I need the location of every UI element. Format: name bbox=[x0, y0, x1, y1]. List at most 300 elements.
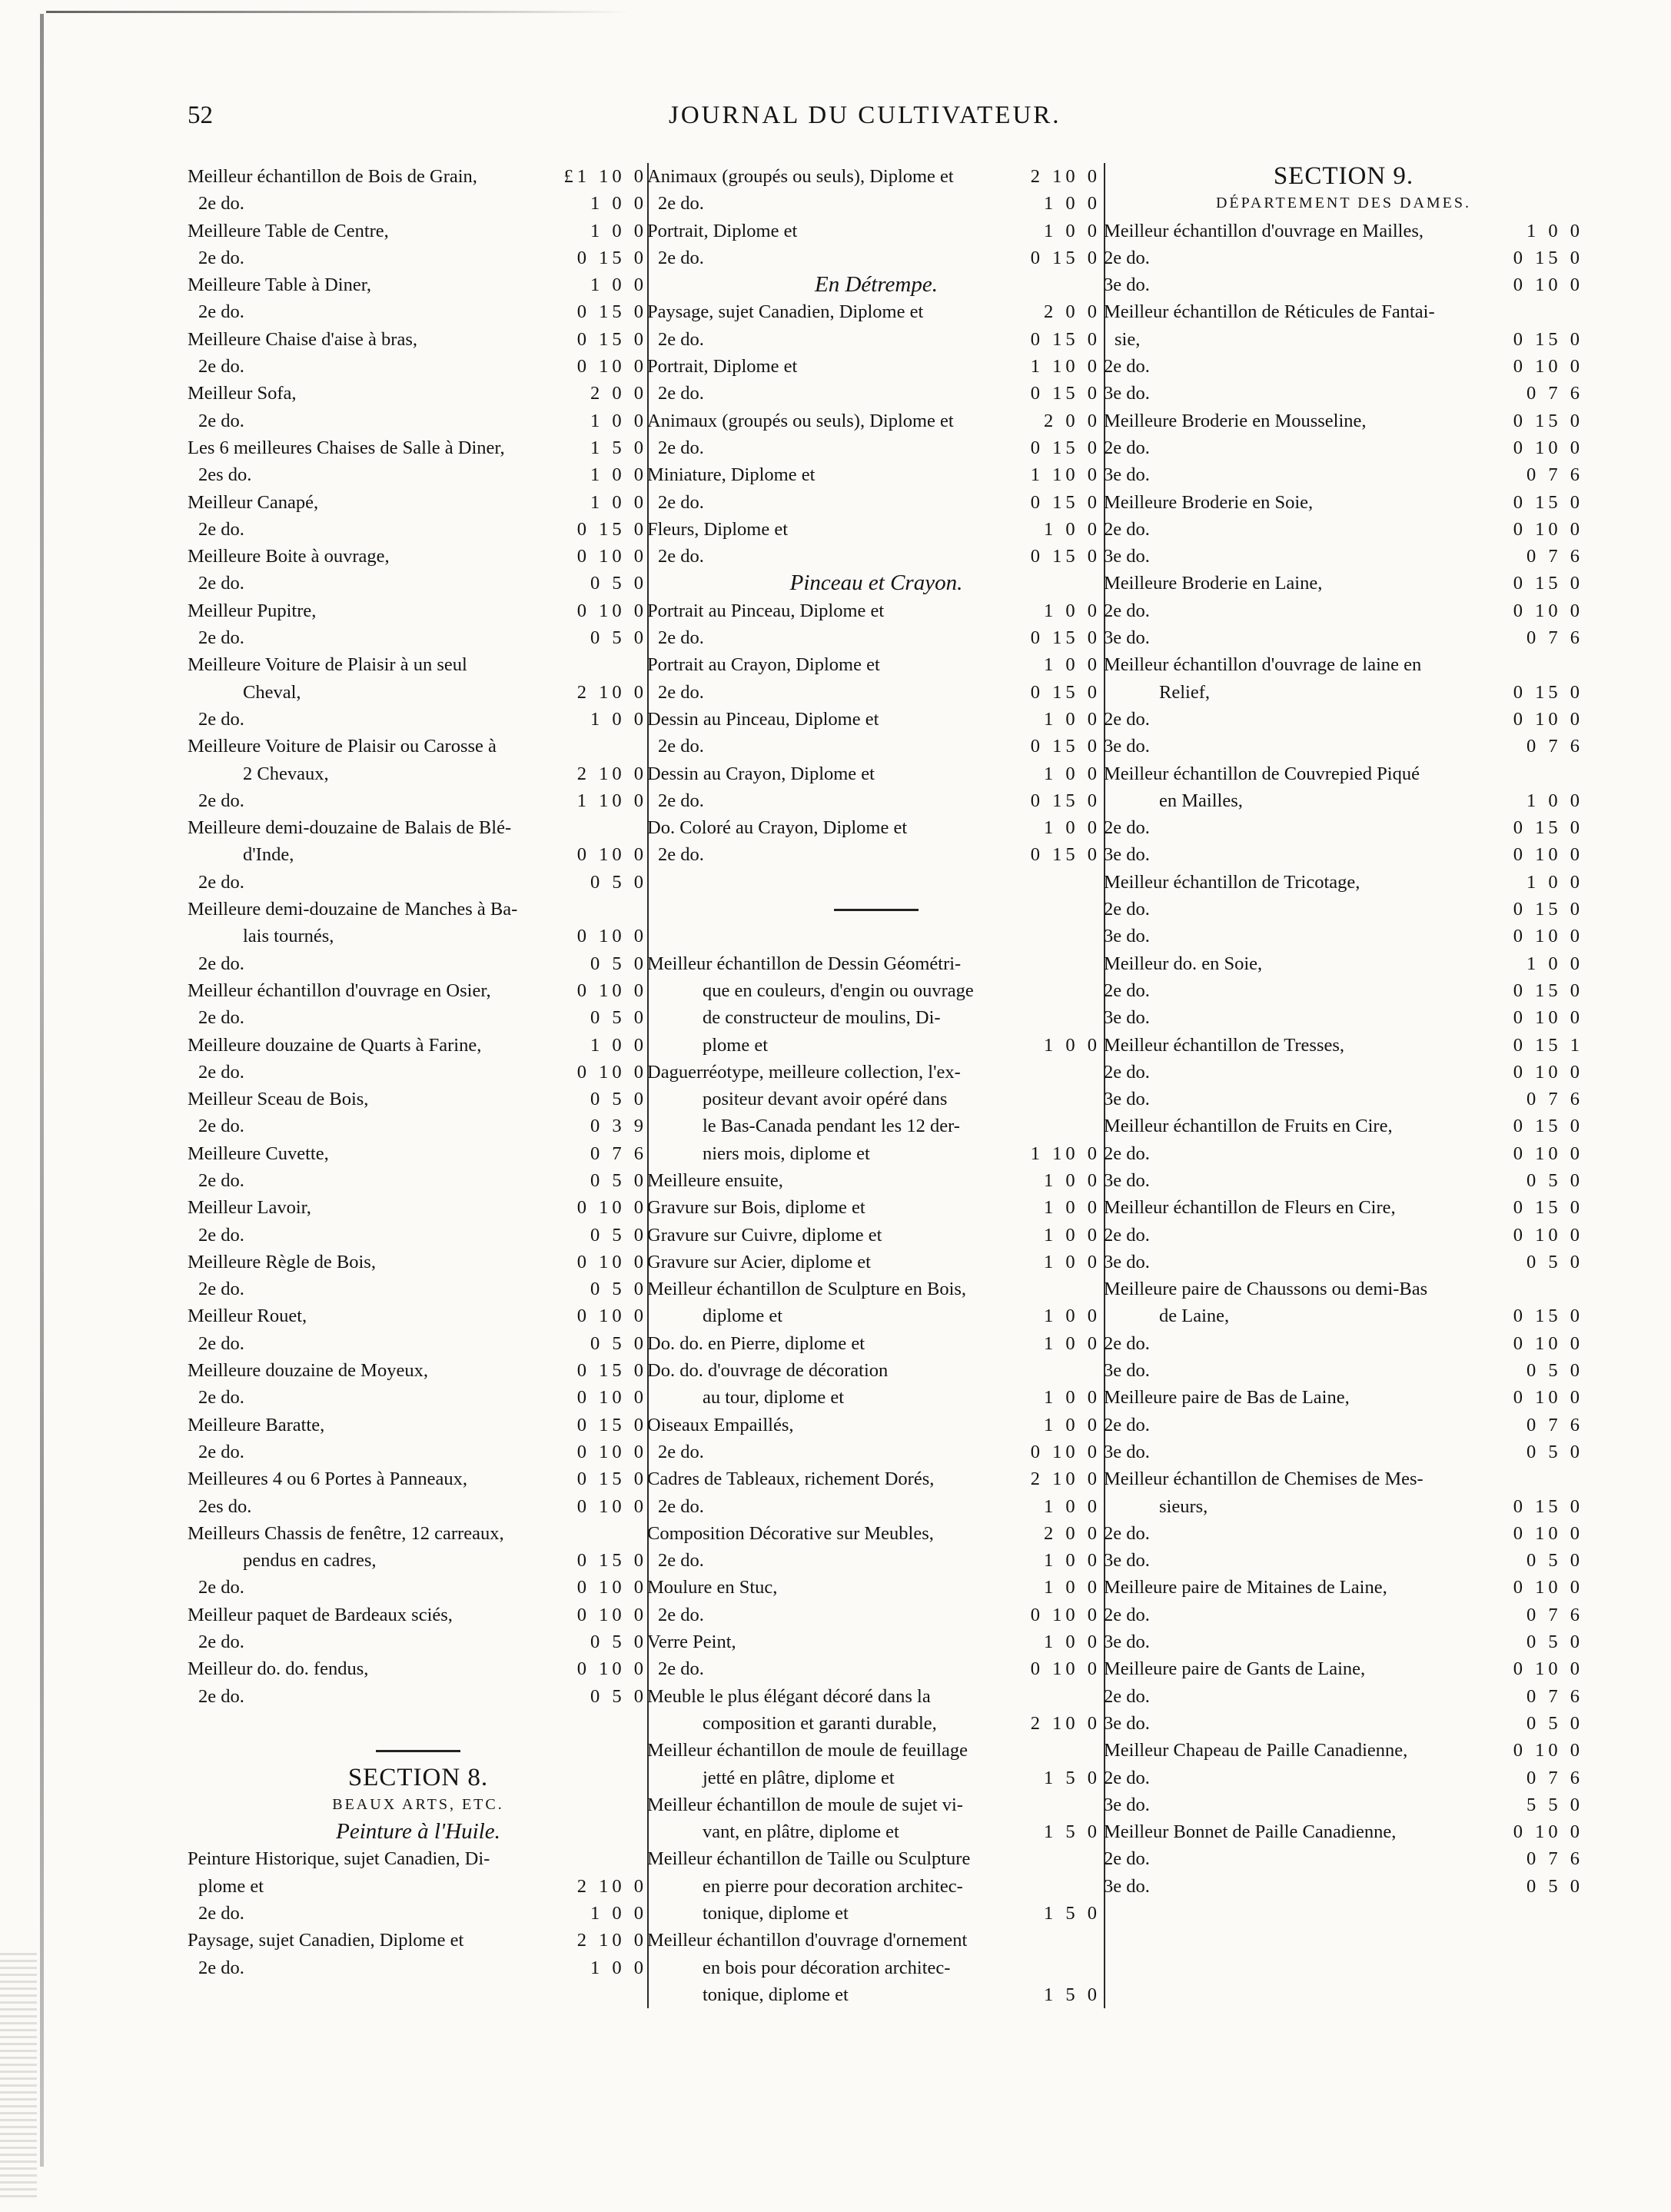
item-description: 2e do. bbox=[198, 871, 244, 893]
item-description: 3e do. bbox=[1104, 1875, 1150, 1897]
price-line bbox=[1104, 1167, 1583, 1194]
price-line bbox=[188, 1628, 649, 1655]
prize-amount: 0 15 0 bbox=[1030, 328, 1101, 350]
item-description: Meilleur échantillon de Sculpture en Bois, bbox=[647, 1279, 967, 1300]
prize-amount: 0 10 0 bbox=[1513, 1740, 1583, 1761]
item-description: Meilleure demi-douzaine de Manches à Ba- bbox=[188, 899, 518, 920]
prize-amount: 0 5 0 bbox=[1526, 1360, 1583, 1382]
price-line bbox=[647, 733, 1105, 760]
price-line bbox=[188, 190, 649, 217]
prize-amount: 1 10 0 bbox=[1030, 464, 1101, 486]
price-line bbox=[647, 679, 1105, 706]
prize-amount: 1 0 0 bbox=[1044, 1414, 1101, 1435]
price-line bbox=[647, 1655, 1105, 1682]
prize-amount: 0 15 0 bbox=[576, 1550, 647, 1572]
price-line bbox=[188, 570, 649, 597]
price-line bbox=[1104, 489, 1583, 516]
item-description: 3e do. bbox=[1104, 1251, 1150, 1272]
price-line bbox=[1104, 244, 1583, 271]
prize-amount: 1 0 0 bbox=[1044, 1550, 1101, 1572]
price-line bbox=[188, 1357, 649, 1384]
item-description: Animaux (groupés ou seuls), Diplome et bbox=[647, 410, 954, 431]
item-description: 2e do. bbox=[658, 193, 704, 215]
price-line bbox=[1104, 624, 1583, 651]
price-line bbox=[1104, 950, 1583, 977]
price-line bbox=[188, 218, 649, 244]
prize-amount: 0 10 0 bbox=[576, 546, 647, 567]
item-description: 2es do. bbox=[198, 1495, 252, 1517]
item-description: 3e do. bbox=[1104, 274, 1150, 296]
price-line bbox=[188, 461, 649, 488]
price-line bbox=[188, 1873, 649, 1900]
item-description: 2e do. bbox=[1104, 899, 1150, 920]
price-line bbox=[647, 380, 1105, 407]
item-description: 2e do. bbox=[198, 1632, 244, 1653]
prize-amount: 0 15 0 bbox=[1513, 1495, 1583, 1517]
item-description: 2e do. bbox=[198, 247, 244, 268]
price-line bbox=[647, 597, 1105, 624]
price-line bbox=[188, 1113, 649, 1139]
prize-amount: 2 10 0 bbox=[576, 1930, 647, 1951]
item-description: 2e do. bbox=[658, 328, 704, 350]
price-line bbox=[188, 679, 649, 706]
item-description: Meilleur échantillon de Tresses, bbox=[1104, 1034, 1345, 1056]
item-description: Do. do. en Pierre, diplome et bbox=[647, 1332, 865, 1354]
item-description: Meilleur Bonnet de Paille Canadienne, bbox=[1104, 1821, 1397, 1843]
item-description: d'Inde, bbox=[243, 844, 294, 866]
price-line bbox=[647, 1628, 1105, 1655]
prize-amount: 1 5 0 bbox=[1044, 1903, 1101, 1924]
price-line bbox=[1104, 1791, 1583, 1818]
price-line bbox=[1104, 869, 1583, 896]
price-line bbox=[647, 1765, 1105, 1791]
price-line bbox=[1104, 679, 1583, 706]
item-description: 2e do. bbox=[658, 627, 704, 649]
prize-amount: 2 10 0 bbox=[576, 1875, 647, 1897]
prize-amount: 1 5 0 bbox=[1044, 1984, 1101, 2005]
item-description: 2e do. bbox=[658, 1658, 704, 1680]
item-description: Meilleur do. do. fendus, bbox=[188, 1658, 369, 1680]
prize-amount: 0 5 0 bbox=[1526, 1712, 1583, 1734]
prize-amount: 0 7 6 bbox=[1526, 1767, 1583, 1788]
price-line bbox=[1104, 1683, 1583, 1710]
price-line bbox=[1104, 1465, 1583, 1492]
item-description: 2e do. bbox=[198, 1116, 244, 1137]
item-description: Meilleur Rouet, bbox=[188, 1306, 307, 1327]
item-description: SECTION 9. bbox=[1273, 162, 1414, 190]
price-line bbox=[1104, 271, 1583, 298]
price-line bbox=[647, 326, 1105, 353]
price-line bbox=[647, 1167, 1105, 1194]
prize-amount: 2 10 0 bbox=[576, 681, 647, 703]
prize-amount: 0 15 0 bbox=[1030, 383, 1101, 404]
prize-amount: 0 15 0 bbox=[1030, 437, 1101, 458]
price-line bbox=[647, 1194, 1105, 1221]
item-description: tonique, diplome et bbox=[703, 1984, 849, 2005]
price-line bbox=[188, 760, 649, 787]
prize-amount: 1 0 0 bbox=[1044, 708, 1101, 730]
item-description: Paysage, sujet Canadien, Diplome et bbox=[188, 1930, 464, 1951]
item-description: BEAUX ARTS, ETC. bbox=[332, 1795, 504, 1813]
price-line bbox=[1104, 1330, 1583, 1357]
price-line bbox=[647, 923, 1105, 950]
section-heading bbox=[1104, 163, 1583, 190]
item-description: sieurs, bbox=[1159, 1495, 1208, 1517]
subsection-heading bbox=[647, 271, 1105, 298]
price-line bbox=[188, 380, 649, 407]
item-description: Meuble le plus élégant décoré dans la bbox=[647, 1685, 931, 1707]
item-description: 2e do. bbox=[658, 1550, 704, 1572]
item-description: Meilleur Canapé, bbox=[188, 491, 319, 513]
item-description: 2e do. bbox=[198, 1169, 244, 1191]
column-left bbox=[188, 163, 649, 1981]
item-description: 2e do. bbox=[198, 953, 244, 974]
prize-amount: 0 10 0 bbox=[1513, 274, 1583, 296]
prize-amount: 1 0 0 bbox=[1044, 1034, 1101, 1056]
price-line bbox=[647, 1465, 1105, 1492]
prize-amount: 0 15 0 bbox=[1513, 980, 1583, 1001]
prize-amount: 1 0 0 bbox=[1526, 790, 1583, 811]
price-line bbox=[1104, 814, 1583, 841]
item-description: Meilleur Sofa, bbox=[188, 383, 297, 404]
prize-amount: 0 5 0 bbox=[590, 573, 647, 594]
item-description: 2e do. bbox=[1104, 356, 1150, 378]
item-description: Meilleure paire de Bas de Laine, bbox=[1104, 1387, 1350, 1409]
item-description: 2e do. bbox=[198, 1387, 244, 1409]
price-line bbox=[647, 489, 1105, 516]
item-description: 2e do. bbox=[658, 681, 704, 703]
item-description: 2e do. bbox=[1104, 980, 1150, 1001]
item-description: Meilleur échantillon de moule de feuillage bbox=[647, 1740, 968, 1761]
item-description: 2e do. bbox=[1104, 1604, 1150, 1625]
prize-amount: 1 5 0 bbox=[1044, 1767, 1101, 1788]
item-description: Meilleur échantillon de Réticules de Fantai- bbox=[1104, 301, 1435, 323]
prize-amount: 0 15 0 bbox=[1513, 1197, 1583, 1219]
item-description: 3e do. bbox=[1104, 1441, 1150, 1462]
item-description: 2e do. bbox=[198, 1279, 244, 1300]
price-line bbox=[1104, 1602, 1583, 1628]
item-description: de Laine, bbox=[1159, 1306, 1230, 1327]
item-description: 2e do. bbox=[658, 1604, 704, 1625]
prize-amount: 0 15 0 bbox=[1030, 491, 1101, 513]
item-description: Miniature, Diplome et bbox=[647, 464, 816, 486]
price-line bbox=[1104, 570, 1583, 597]
prize-amount: 0 15 0 bbox=[1030, 736, 1101, 757]
item-description: 3e do. bbox=[1104, 1169, 1150, 1191]
price-line bbox=[647, 1357, 1105, 1384]
item-description: 2e do. bbox=[658, 247, 704, 268]
item-description: 2e do. bbox=[1104, 600, 1150, 621]
prize-amount: 0 5 0 bbox=[1526, 1169, 1583, 1191]
price-line bbox=[188, 1412, 649, 1439]
price-line bbox=[647, 760, 1105, 787]
item-description: 2e do. bbox=[198, 1957, 244, 1978]
prize-amount: 2 10 0 bbox=[1030, 166, 1101, 187]
price-line bbox=[188, 1140, 649, 1167]
prize-amount: 0 10 0 bbox=[1513, 437, 1583, 458]
item-description: 2e do. bbox=[1104, 1143, 1150, 1164]
price-line bbox=[188, 353, 649, 380]
item-description: 3e do. bbox=[1104, 383, 1150, 404]
item-description: 2e do. bbox=[198, 301, 244, 323]
item-description: 2e do. bbox=[658, 437, 704, 458]
item-description: 2e do. bbox=[198, 708, 244, 730]
prize-amount: 1 0 0 bbox=[1044, 518, 1101, 540]
prize-amount: 0 5 0 bbox=[590, 1685, 647, 1707]
item-description: que en couleurs, d'engin ou ouvrage bbox=[703, 980, 974, 1001]
item-description: Gravure sur Acier, diplome et bbox=[647, 1251, 871, 1272]
price-line bbox=[647, 1520, 1105, 1547]
prize-amount: 0 10 0 bbox=[576, 356, 647, 378]
price-line bbox=[647, 1086, 1105, 1113]
price-line bbox=[1104, 298, 1583, 325]
prize-amount: 1 0 0 bbox=[590, 708, 647, 730]
prize-amount: 0 10 0 bbox=[1513, 600, 1583, 621]
item-description: 3e do. bbox=[1104, 546, 1150, 567]
price-line bbox=[1104, 1059, 1583, 1086]
price-line bbox=[1104, 1710, 1583, 1737]
price-line bbox=[647, 1113, 1105, 1139]
subsection-heading bbox=[647, 570, 1105, 597]
item-description: 2e do. bbox=[198, 1224, 244, 1246]
prize-amount: 2 10 0 bbox=[576, 763, 647, 784]
price-line bbox=[1104, 1765, 1583, 1791]
prize-amount: 0 10 0 bbox=[576, 1658, 647, 1680]
prize-amount: 0 3 9 bbox=[590, 1116, 647, 1137]
price-line bbox=[188, 1900, 649, 1927]
price-line bbox=[188, 869, 649, 896]
prize-amount: 0 7 6 bbox=[1526, 627, 1583, 649]
subsection-heading bbox=[188, 1818, 649, 1845]
price-line bbox=[647, 1710, 1105, 1737]
item-description: Paysage, sujet Canadien, Diplome et bbox=[647, 301, 924, 323]
prize-amount: 2 0 0 bbox=[1044, 410, 1101, 431]
price-line bbox=[1104, 380, 1583, 407]
prize-amount: 0 10 0 bbox=[576, 1577, 647, 1598]
prize-amount: 0 15 1 bbox=[1513, 1034, 1583, 1056]
section-divider bbox=[647, 896, 1105, 923]
price-line bbox=[188, 1655, 649, 1682]
price-line bbox=[647, 1547, 1105, 1574]
price-line bbox=[188, 896, 649, 923]
item-description: Portrait au Crayon, Diplome et bbox=[647, 654, 880, 676]
price-line bbox=[1104, 1628, 1583, 1655]
item-description: 3e do. bbox=[1104, 1794, 1150, 1815]
prize-amount: 2 0 0 bbox=[1044, 301, 1101, 323]
item-description: 2e do. bbox=[198, 1903, 244, 1924]
item-description: 2e do. bbox=[658, 491, 704, 513]
item-description: Relief, bbox=[1159, 681, 1210, 703]
prize-amount: 0 15 0 bbox=[1513, 817, 1583, 839]
prize-amount: 1 0 0 bbox=[1526, 871, 1583, 893]
item-description: composition et garanti durable, bbox=[703, 1712, 937, 1734]
page-top-edge bbox=[46, 11, 630, 13]
item-description: 2e do. bbox=[658, 383, 704, 404]
price-line bbox=[647, 841, 1105, 868]
price-line bbox=[188, 271, 649, 298]
prize-amount: 0 15 0 bbox=[1513, 1306, 1583, 1327]
price-line bbox=[1104, 461, 1583, 488]
price-line bbox=[647, 1845, 1105, 1872]
prize-amount: 1 0 0 bbox=[590, 410, 647, 431]
item-description: Gravure sur Bois, diplome et bbox=[647, 1197, 865, 1219]
prize-amount: 0 15 0 bbox=[1513, 491, 1583, 513]
prize-amount: 0 10 0 bbox=[1513, 1143, 1583, 1164]
prize-amount: 2 0 0 bbox=[590, 383, 647, 404]
price-line bbox=[647, 1032, 1105, 1059]
price-line bbox=[647, 1439, 1105, 1465]
price-line bbox=[647, 190, 1105, 217]
item-description: Meilleure Broderie en Mousseline, bbox=[1104, 410, 1367, 431]
price-line bbox=[647, 1302, 1105, 1329]
prize-amount: 0 15 0 bbox=[1030, 546, 1101, 567]
item-description: tonique, diplome et bbox=[703, 1903, 849, 1924]
price-line bbox=[1104, 1113, 1583, 1139]
price-line bbox=[647, 1818, 1105, 1845]
item-description: 2e do. bbox=[1104, 1224, 1150, 1246]
price-line bbox=[647, 1954, 1105, 1981]
prize-amount: 0 15 0 bbox=[1030, 790, 1101, 811]
prize-amount: 0 5 0 bbox=[1526, 1550, 1583, 1572]
price-line bbox=[188, 1330, 649, 1357]
prize-amount: 0 10 0 bbox=[1513, 356, 1583, 378]
prize-amount: 0 5 0 bbox=[590, 953, 647, 974]
item-description: 3e do. bbox=[1104, 464, 1150, 486]
item-description: 2e do. bbox=[198, 1577, 244, 1598]
prize-amount: 0 5 0 bbox=[590, 1632, 647, 1653]
item-description: Meilleur échantillon d'ouvrage en Mailles, bbox=[1104, 220, 1424, 241]
price-line bbox=[1104, 543, 1583, 570]
price-line bbox=[188, 1954, 649, 1981]
item-description: 2 Chevaux, bbox=[243, 763, 329, 784]
price-line bbox=[647, 244, 1105, 271]
prize-amount: 0 10 0 bbox=[1513, 1522, 1583, 1544]
price-line bbox=[1104, 1547, 1583, 1574]
item-description: Peinture Historique, sujet Canadien, Di- bbox=[188, 1848, 490, 1870]
prize-amount: 1 10 0 bbox=[1030, 356, 1101, 378]
prize-amount: 0 10 0 bbox=[576, 1061, 647, 1083]
item-description: Meilleure ensuite, bbox=[647, 1169, 783, 1191]
item-description: En Détrempe. bbox=[815, 272, 938, 298]
prize-amount: 0 7 6 bbox=[1526, 383, 1583, 404]
item-description: Meilleur Chapeau de Paille Canadienne, bbox=[1104, 1740, 1408, 1761]
prize-amount: 0 15 0 bbox=[1513, 1116, 1583, 1137]
item-description: 2e do. bbox=[198, 1007, 244, 1029]
price-line bbox=[188, 1194, 649, 1221]
prize-amount: 0 5 0 bbox=[590, 1224, 647, 1246]
item-description: Meilleur échantillon de Taille ou Sculpture bbox=[647, 1848, 971, 1870]
item-description: plome et bbox=[198, 1875, 264, 1897]
item-description: 2e do. bbox=[198, 627, 244, 649]
section-divider bbox=[188, 1737, 649, 1764]
price-line bbox=[188, 298, 649, 325]
item-description: Verre Peint, bbox=[647, 1632, 736, 1653]
prize-amount: 0 10 0 bbox=[576, 1387, 647, 1409]
item-description: Meilleur échantillon d'ouvrage d'ornement bbox=[647, 1930, 968, 1951]
prize-amount: 0 10 0 bbox=[576, 1441, 647, 1462]
item-description: 2e do. bbox=[1104, 708, 1150, 730]
item-description: Meilleur paquet de Bardeaux sciés, bbox=[188, 1604, 453, 1625]
price-line bbox=[647, 407, 1105, 434]
prize-amount: 1 0 0 bbox=[1044, 220, 1101, 241]
price-line bbox=[188, 1032, 649, 1059]
prize-amount: 1 5 0 bbox=[590, 437, 647, 458]
page-number: 52 bbox=[188, 101, 213, 129]
journal-title: JOURNAL DU CULTIVATEUR. bbox=[669, 101, 1061, 129]
item-description: Meilleur échantillon de Tricotage, bbox=[1104, 871, 1360, 893]
price-line bbox=[1104, 1845, 1583, 1872]
prize-amount: 0 10 0 bbox=[1513, 844, 1583, 866]
prize-amount: 0 7 6 bbox=[1526, 546, 1583, 567]
prize-amount: 1 0 0 bbox=[1044, 817, 1101, 839]
price-line bbox=[188, 1439, 649, 1465]
prize-amount: 1 0 0 bbox=[1044, 763, 1101, 784]
prize-amount: 0 10 0 bbox=[576, 600, 647, 621]
prize-amount: 0 10 0 bbox=[576, 926, 647, 947]
price-line bbox=[188, 950, 649, 977]
item-description: Meilleur échantillon de Dessin Géométri- bbox=[647, 953, 962, 974]
prize-amount: 1 0 0 bbox=[590, 274, 647, 296]
price-line bbox=[188, 1845, 649, 1872]
price-line bbox=[188, 1004, 649, 1031]
price-line bbox=[647, 1222, 1105, 1249]
item-description: 2e do. bbox=[1104, 437, 1150, 458]
price-line bbox=[188, 543, 649, 570]
price-line bbox=[1104, 1276, 1583, 1302]
item-description: Meilleur échantillon de Chemises de Mes- bbox=[1104, 1469, 1424, 1490]
item-description: 2e do. bbox=[198, 573, 244, 594]
item-description: Meilleur do. en Soie, bbox=[1104, 953, 1263, 974]
prize-amount: 0 5 0 bbox=[590, 1007, 647, 1029]
prize-amount: 0 10 0 bbox=[1513, 1224, 1583, 1246]
prize-amount: 0 15 0 bbox=[1030, 247, 1101, 268]
item-description: 2e do. bbox=[198, 1332, 244, 1354]
price-line bbox=[1104, 1574, 1583, 1601]
item-description: Peinture à l'Huile. bbox=[336, 1819, 500, 1844]
price-line bbox=[647, 950, 1105, 977]
prize-amount: 0 7 6 bbox=[590, 1143, 647, 1164]
price-line bbox=[188, 706, 649, 733]
item-description: Meilleur échantillon de Fruits en Cire, bbox=[1104, 1116, 1393, 1137]
price-line bbox=[1104, 1818, 1583, 1845]
item-description: Meilleure paire de Mitaines de Laine, bbox=[1104, 1577, 1387, 1598]
price-line bbox=[1104, 1302, 1583, 1329]
item-description: Cadres de Tableaux, richement Dorés, bbox=[647, 1469, 935, 1490]
price-line bbox=[188, 1493, 649, 1520]
item-description: Meilleur échantillon de Fleurs en Cire, bbox=[1104, 1197, 1396, 1219]
item-description: Fleurs, Diplome et bbox=[647, 518, 789, 540]
prize-amount: 1 0 0 bbox=[1044, 1169, 1101, 1191]
price-line bbox=[647, 706, 1105, 733]
price-line bbox=[188, 489, 649, 516]
prize-amount: 1 0 0 bbox=[1526, 953, 1583, 974]
price-line bbox=[1104, 597, 1583, 624]
prize-amount: 0 10 0 bbox=[1030, 1441, 1101, 1462]
prize-amount: 0 15 0 bbox=[576, 1360, 647, 1382]
prize-amount: 0 10 0 bbox=[1513, 1658, 1583, 1680]
prize-amount: 0 15 0 bbox=[1513, 899, 1583, 920]
item-description: Animaux (groupés ou seuls), Diplome et bbox=[647, 166, 954, 187]
price-line bbox=[1104, 1357, 1583, 1384]
item-description: Cheval, bbox=[243, 681, 301, 703]
price-line bbox=[188, 407, 649, 434]
item-description: de constructeur de moulins, Di- bbox=[703, 1007, 941, 1029]
item-description: 2e do. bbox=[658, 1441, 704, 1462]
item-description: Meilleure douzaine de Moyeux, bbox=[188, 1360, 428, 1382]
prize-amount: 2 10 0 bbox=[1030, 1712, 1101, 1734]
prize-amount: 0 10 0 bbox=[1513, 926, 1583, 947]
item-description: jetté en plâtre, diplome et bbox=[703, 1767, 895, 1788]
